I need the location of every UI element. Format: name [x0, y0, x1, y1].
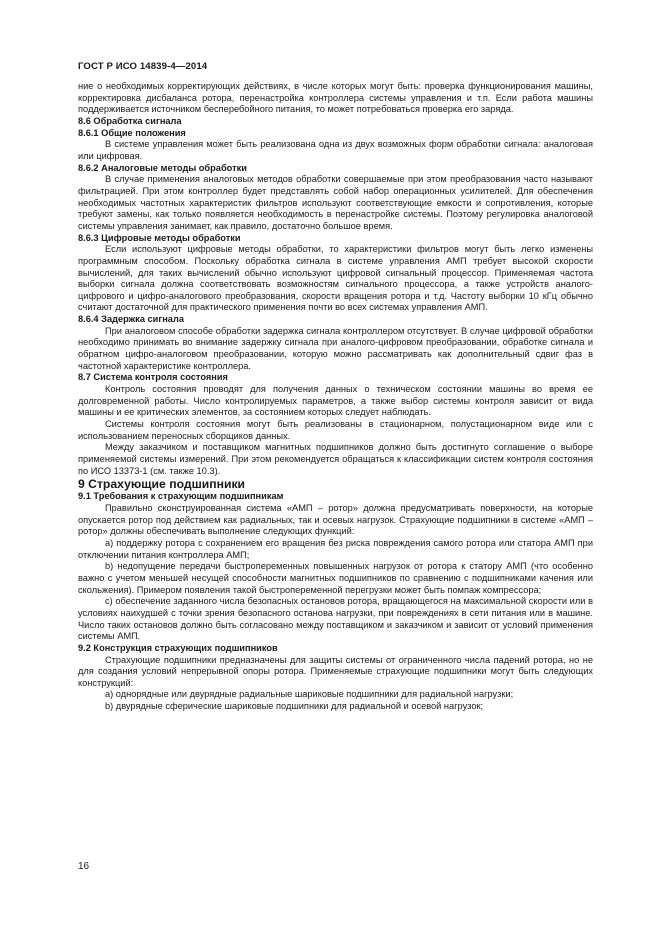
section-9-2-heading: 9.2 Конструкция страхующих подшипников — [78, 642, 278, 653]
section-8-7-paragraph-1: Контроль состояния проводят для получения данных о техническом состоянии машины во время ее долговременной работы. Число контролируемых параметров, а также выбор системы контроля зависит от вида машины и ее критических элементов, за состоянием которых следует наблюдать. — [78, 384, 593, 418]
section-8-7-heading: 8.7 Система контроля состояния — [78, 372, 228, 383]
list-item-a: a) однорядные или двурядные радиальные шариковые подшипники для радиальной нагрузки; — [105, 689, 514, 700]
document-header: ГОСТ Р ИСО 14839-4—2014 — [78, 61, 208, 72]
list-item-b: b) двурядные сферические шариковые подшипники для радиальной и осевой нагрузок; — [105, 701, 484, 712]
section-8-7-paragraph-2: Системы контроля состояния могут быть реализованы в стационарном, полустационарном виде или с использованием переносных сборщиков данных. — [78, 419, 593, 441]
list-item-a: a) поддержку ротора с сохранением его вращения без риска повреждения самого ротора или статора АМП при отключении питания контроллера АМП; — [78, 537, 593, 560]
section-9-2-paragraph: Страхующие подшипники предназначены для защиты системы от ограниченного числа падений ротора, но не для создания условий непрерывной опоры ротора. Применяемые страхующие подшипники могут быть следующих конструкций: — [78, 654, 593, 688]
section-9-2-list — [78, 689, 593, 712]
section-8-7-paragraph-3: Между заказчиком и поставщиком магнитных подшипников должно быть достигнуто соглашение о выборе применяемой системы измерений. При этом рекомендуется обращаться к классификации систем контроля состояния по ИСО 13373-1 (см. также 10.3). — [78, 442, 593, 476]
section-9-1-list — [78, 538, 593, 643]
page-number: 16 — [78, 861, 90, 872]
section-8-6-1-paragraph: В системе управления может быть реализована одна из двух возможных форм обработки сигнала: аналоговая или цифровая. — [78, 139, 593, 161]
section-8-6-2-heading: 8.6.2 Аналоговые методы обработки — [78, 162, 247, 173]
section-8-6-4-heading: 8.6.4 Задержка сигнала — [78, 314, 184, 325]
section-9-heading: 9 Страхующие подшипники — [78, 477, 246, 492]
section-9-1-paragraph: Правильно сконструированная система «АМП – ротор» должна предусматривать поверхности, на которые опускается ротор под действием как радиальных, так и осевых нагрузок. Страхующие подшипники в системе «АМП – ротор» должны обеспечивать выполнение следующих функций: — [78, 502, 593, 537]
section-8-6-heading: 8.6 Обработка сигнала — [78, 115, 182, 126]
section-8-6-2-paragraph: В случае применения аналоговых методов обработки совершаемые при этом преобразования часто называют фильтрацией. При этом контроллер будет представлять собой набор операционных усилителей. Для обеспечения необходимых частотных характеристик фильтров используют соответствующие емкости и сопротивления, которые требуют замены, как только появляется необходимость в перенастройке системы. Поэтому регулировка аналоговой системы управления занимает, как правило, достаточно большое время. — [78, 174, 593, 231]
list-item-b: b) недопущение передачи быстропеременных повышенных нагрузок от ротора к статору АМП (что особенно важно с учетом меньшей несущей способности магнитных подшипников по сравнению с подшипниками качения или скольжения). Примером появления такой быстропеременной перегрузки может быть помпаж компрессора; — [78, 561, 593, 595]
page-content — [78, 81, 593, 713]
intro-paragraph: ние о необходимых корректирующих действиях, в числе которых могут быть: проверка функционирования машины, корректировка дисбаланса ротора, перенастройка контроллера системы управления и т.п. Если работа машины поддерживается источником бесперебойного питания, то может потребоваться проверка его заряда. — [78, 81, 593, 115]
section-8-6-3-paragraph: Если используют цифровые методы обработки, то характеристики фильтров могут быть легко изменены программным способом. Поскольку обработка сигнала в системе управления АМП требует высокой скорости вычислений, для таких вычислений обычно используют цифровой сигнальный процессор. Применяемая частота выборки сигнала должна соответствовать возможностям сигнального процессора, а также устройств аналого-цифрового и цифро-аналогового преобразования, скорости вращения ротора и т.д. Частоту выборки 10 кГц обычно считают достаточной для практического применения почти во всех системах управления АМП. — [78, 244, 593, 313]
list-item-c: c) обеспечение заданного числа безопасных остановов ротора, вращающегося на максимальной скорости или в условиях наихудшей с точки зрения безопасного останова нагрузки, при повреждениях в сети питания или в машине. Число таких остановов должно быть согласовано между поставщиком и заказчиком и зависит от условий применения системы АМП. — [78, 596, 593, 642]
section-8-6-4-paragraph: При аналоговом способе обработки задержка сигнала контроллером отсутствует. В случае цифровой обработки необходимо принимать во внимание задержку сигнала при аналого-цифровом преобразовании, обработке сигнала и обратном цифро-аналоговом преобразовании, которую можно рассматривать как дополнительный сдвиг фаз в частотной характеристике контроллера. — [78, 325, 593, 371]
section-9-1-heading: 9.1 Требования к страхующим подшипникам — [78, 491, 284, 502]
section-8-6-1-heading: 8.6.1 Общие положения — [78, 127, 186, 138]
section-8-6-3-heading: 8.6.3 Цифровые методы обработки — [78, 232, 241, 243]
